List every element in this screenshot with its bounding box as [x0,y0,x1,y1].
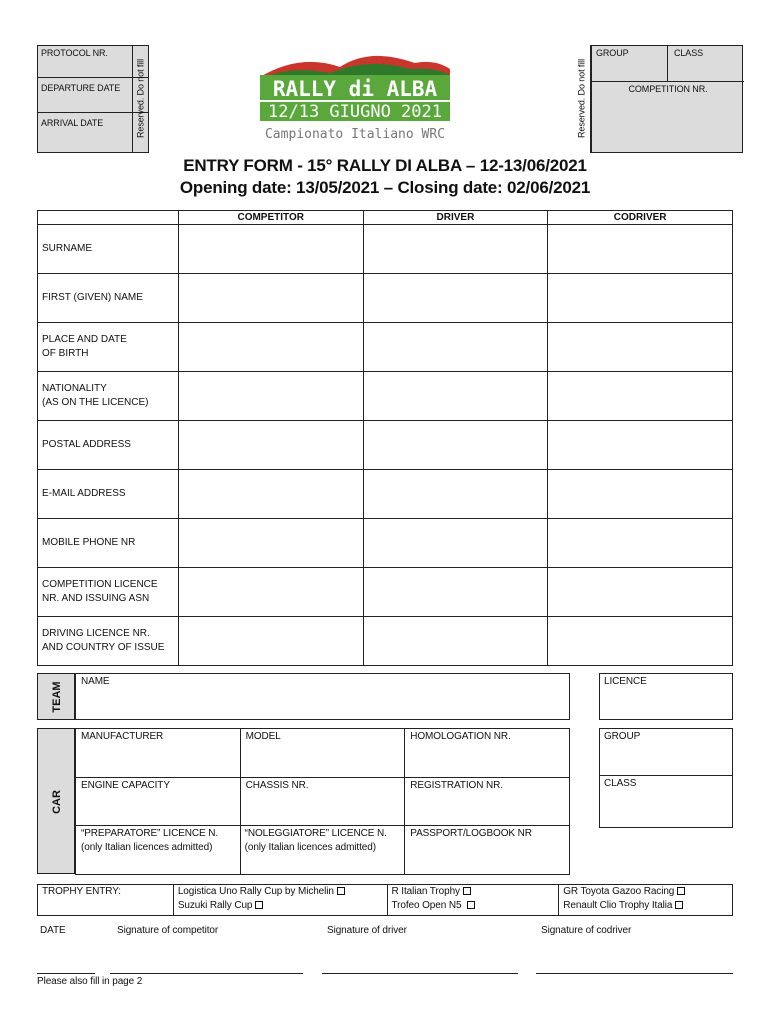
codriver-phone-field[interactable] [548,519,733,568]
signature-competitor-label: Signature of competitor [117,925,219,936]
table-row [76,826,570,875]
driver-signature-line[interactable] [322,973,518,974]
signature-driver-label: Signature of driver [327,925,407,936]
table-row [38,470,733,519]
col-driver: DRIVER [363,211,548,225]
row-label: MOBILE PHONE NR [38,519,179,568]
trophy-option-suzuki[interactable]: Suzuki Rally Cup [178,899,383,913]
logo-dates: 12/13 GIUGNO 2021 [268,102,442,122]
driver-licence-field[interactable] [363,568,548,617]
codriver-address-field[interactable] [548,421,733,470]
codriver-birth-field[interactable] [548,323,733,372]
rally-logo [250,45,460,153]
arrival-date-label: ARRIVAL DATE [41,118,104,128]
table-row [76,778,570,826]
row-label: FIRST (GIVEN) NAME [38,274,179,323]
driver-nationality-field[interactable] [363,372,548,421]
noleggiatore-licence-field[interactable]: “NOLEGGIATORE” LICENCE N. (only Italian licences admitted) [240,826,405,875]
registration-field[interactable]: REGISTRATION NR. [405,778,570,826]
reserved-label-right: Reserved. Do not fill [576,59,587,138]
team-side-label: TEAM [51,681,63,713]
row-label: SURNAME [38,225,179,274]
team-side-tab [37,673,75,720]
table-row [38,568,733,617]
competition-nr-label: COMPETITION NR. [628,84,708,94]
table-row [38,274,733,323]
row-label: PLACE AND DATE OF BIRTH [38,323,179,372]
class-label: CLASS [674,48,704,58]
driver-phone-field[interactable] [363,519,548,568]
driver-first-name-field[interactable] [363,274,548,323]
checkbox-icon[interactable] [337,887,345,895]
date-signature-line[interactable] [37,973,95,974]
protocol-nr-label: PROTOCOL NR. [41,48,108,58]
team-licence-field[interactable] [599,673,733,720]
logo-subtitle: Campionato Italiano WRC [264,127,445,142]
corner-cell [38,211,179,225]
row-label: E-MAIL ADDRESS [38,470,179,519]
manufacturer-field[interactable]: MANUFACTURER [76,729,241,778]
driver-email-field[interactable] [363,470,548,519]
group-cell[interactable] [592,46,668,82]
preparatore-licence-field[interactable]: “PREPARATORE” LICENCE N. (only Italian licences admitted) [76,826,241,875]
date-label: DATE [40,925,66,936]
trophy-option-toyota[interactable]: GR Toyota Gazoo Racing [563,885,728,899]
car-side-label: CAR [51,790,63,814]
engine-capacity-field[interactable]: ENGINE CAPACITY [76,778,241,826]
trophy-option-open-n5[interactable]: Trofeo Open N5 [392,899,555,913]
checkbox-icon[interactable] [677,887,685,895]
departure-date-label: DEPARTURE DATE [41,83,121,93]
table-row [38,372,733,421]
car-group-field[interactable] [599,728,733,776]
driver-address-field[interactable] [363,421,548,470]
col-codriver: CODRIVER [548,211,733,225]
table-row [38,617,733,666]
col-competitor: COMPETITOR [178,211,363,225]
codriver-driving-licence-field[interactable] [548,617,733,666]
competitor-address-field[interactable] [178,421,363,470]
row-label: POSTAL ADDRESS [38,421,179,470]
chassis-field[interactable]: CHASSIS NR. [240,778,405,826]
trophy-option-michelin[interactable]: Logistica Uno Rally Cup by Michelin [178,885,383,899]
passport-logbook-field[interactable]: PASSPORT/LOGBOOK NR [405,826,570,875]
reserved-strip-right [573,45,591,153]
codriver-email-field[interactable] [548,470,733,519]
car-table [75,728,570,875]
class-cell[interactable] [668,46,744,82]
codriver-first-name-field[interactable] [548,274,733,323]
reserved-label-left: Reserved. Do not fill [135,59,146,138]
competitor-first-name-field[interactable] [178,274,363,323]
trophy-table [37,884,733,916]
row-label: NATIONALITY (AS ON THE LICENCE) [38,372,179,421]
form-subtitle: Opening date: 13/05/2021 – Closing date: 02/06/2021 [179,178,591,197]
team-name-field[interactable] [75,673,570,720]
table-row [38,225,733,274]
codriver-nationality-field[interactable] [548,372,733,421]
codriver-surname-field[interactable] [548,225,733,274]
codriver-licence-field[interactable] [548,568,733,617]
header-right-box [591,45,743,153]
checkbox-icon[interactable] [675,901,683,909]
car-side-tab [37,728,75,874]
homologation-field[interactable]: HOMOLOGATION NR. [405,729,570,778]
logo-name: RALLY di ALBA [272,77,438,101]
driver-birth-field[interactable] [363,323,548,372]
car-class-label: CLASS [604,778,637,789]
competitor-licence-field[interactable] [178,568,363,617]
car-class-field[interactable] [599,776,733,828]
table-row [38,323,733,372]
persons-table [37,210,733,666]
row-label: DRIVING LICENCE NR. AND COUNTRY OF ISSUE [38,617,179,666]
table-row [38,421,733,470]
form-title: ENTRY FORM - 15° RALLY DI ALBA – 12-13/06/2021 [183,156,587,175]
competitor-signature-line[interactable] [110,973,303,974]
trophy-option-r-italian[interactable]: R Italian Trophy [392,885,555,899]
competitor-phone-field[interactable] [178,519,363,568]
trophy-col-2 [387,885,559,916]
team-name-label: NAME [81,676,110,687]
car-group-label: GROUP [604,731,641,742]
codriver-signature-line[interactable] [536,973,733,974]
trophy-col-1 [173,885,387,916]
driver-driving-licence-field[interactable] [363,617,548,666]
competitor-nationality-field[interactable] [178,372,363,421]
table-row [38,519,733,568]
table-header-row [38,211,733,225]
trophy-label: TROPHY ENTRY: [38,885,174,916]
checkbox-icon[interactable] [467,901,475,909]
reserved-strip-left [132,45,149,153]
trophy-col-3 [559,885,733,916]
competitor-surname-field[interactable] [178,225,363,274]
table-row [76,729,570,778]
trophy-option-clio[interactable]: Renault Clio Trophy Italia [563,899,728,913]
competitor-birth-field[interactable] [178,323,363,372]
competitor-email-field[interactable] [178,470,363,519]
team-licence-label: LICENCE [604,676,647,687]
row-label: COMPETITION LICENCE NR. AND ISSUING ASN [38,568,179,617]
footer-note: Please also fill in page 2 [37,976,143,987]
signature-codriver-label: Signature of codriver [541,925,632,936]
model-field[interactable]: MODEL [240,729,405,778]
checkbox-icon[interactable] [463,887,471,895]
competitor-driving-licence-field[interactable] [178,617,363,666]
checkbox-icon[interactable] [255,901,263,909]
driver-surname-field[interactable] [363,225,548,274]
group-label: GROUP [596,48,629,58]
